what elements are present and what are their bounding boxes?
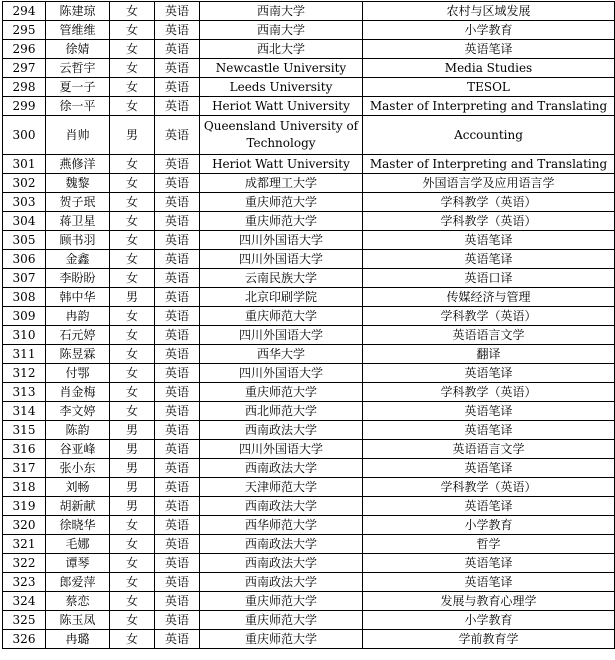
major-cell: 传媒经济与管理	[363, 288, 615, 307]
school-cell: 重庆师范大学	[200, 630, 363, 649]
school-cell: Queensland University of Technology	[200, 116, 363, 155]
gender-cell: 女	[110, 231, 155, 250]
table-row	[3, 116, 615, 155]
student-name-cell: 贺子珉	[46, 193, 110, 212]
major-cell: 英语笔译	[363, 573, 615, 592]
row-number-cell: 325	[3, 611, 46, 630]
language-cell: 英语	[155, 573, 200, 592]
row-number-cell: 317	[3, 459, 46, 478]
language-cell: 英语	[155, 326, 200, 345]
major-cell: 英语笔译	[363, 231, 615, 250]
gender-cell: 女	[110, 212, 155, 231]
row-number-cell: 321	[3, 535, 46, 554]
table-row	[3, 78, 615, 97]
table-row	[3, 478, 615, 497]
student-name-cell: 陈韵	[46, 421, 110, 440]
table-row	[3, 174, 615, 193]
student-name-cell: 陈建琼	[46, 2, 110, 21]
student-name-cell: 李文婷	[46, 402, 110, 421]
table-row	[3, 497, 615, 516]
major-cell: 英语笔译	[363, 402, 615, 421]
gender-cell: 男	[110, 288, 155, 307]
major-cell: Master of Interpreting and Translating	[363, 155, 615, 174]
school-cell: Newcastle University	[200, 59, 363, 78]
student-name-cell: 胡新献	[46, 497, 110, 516]
gender-cell: 男	[110, 459, 155, 478]
gender-cell: 女	[110, 269, 155, 288]
school-cell: 重庆师范大学	[200, 592, 363, 611]
gender-cell: 女	[110, 250, 155, 269]
language-cell: 英语	[155, 231, 200, 250]
language-cell: 英语	[155, 402, 200, 421]
school-cell: 云南民族大学	[200, 269, 363, 288]
major-cell: 发展与教育心理学	[363, 592, 615, 611]
language-cell: 英语	[155, 193, 200, 212]
row-number-cell: 315	[3, 421, 46, 440]
major-cell: 英语笔译	[363, 497, 615, 516]
student-name-cell: 陈昱霖	[46, 345, 110, 364]
major-cell: 英语笔译	[363, 554, 615, 573]
major-cell: 英语笔译	[363, 364, 615, 383]
major-cell: 学科教学（英语）	[363, 383, 615, 402]
school-cell: 西南政法大学	[200, 535, 363, 554]
language-cell: 英语	[155, 516, 200, 535]
language-cell: 英语	[155, 155, 200, 174]
school-cell: Leeds University	[200, 78, 363, 97]
table-row	[3, 155, 615, 174]
student-name-cell: 冉璐	[46, 630, 110, 649]
gender-cell: 女	[110, 402, 155, 421]
school-cell: 四川外国语大学	[200, 440, 363, 459]
row-number-cell: 322	[3, 554, 46, 573]
table-row	[3, 364, 615, 383]
gender-cell: 女	[110, 97, 155, 116]
major-cell: 外国语言学及应用语言学	[363, 174, 615, 193]
major-cell: Media Studies	[363, 59, 615, 78]
student-name-cell: 金鑫	[46, 250, 110, 269]
row-number-cell: 296	[3, 40, 46, 59]
student-name-cell: 毛娜	[46, 535, 110, 554]
student-name-cell: 蔡恋	[46, 592, 110, 611]
language-cell: 英语	[155, 307, 200, 326]
language-cell: 英语	[155, 497, 200, 516]
major-cell: 学前教育学	[363, 630, 615, 649]
table-row	[3, 535, 615, 554]
gender-cell: 女	[110, 535, 155, 554]
language-cell: 英语	[155, 459, 200, 478]
gender-cell: 女	[110, 592, 155, 611]
major-cell: Accounting	[363, 116, 615, 155]
language-cell: 英语	[155, 116, 200, 155]
language-cell: 英语	[155, 535, 200, 554]
gender-cell: 女	[110, 174, 155, 193]
major-cell: 英语笔译	[363, 40, 615, 59]
school-cell: Heriot Watt University	[200, 97, 363, 116]
major-cell: 学科教学（英语）	[363, 193, 615, 212]
table-row	[3, 611, 615, 630]
row-number-cell: 310	[3, 326, 46, 345]
gender-cell: 女	[110, 611, 155, 630]
major-cell: 小学教育	[363, 21, 615, 40]
gender-cell: 女	[110, 573, 155, 592]
row-number-cell: 312	[3, 364, 46, 383]
table-row	[3, 193, 615, 212]
row-number-cell: 320	[3, 516, 46, 535]
gender-cell: 女	[110, 630, 155, 649]
gender-cell: 女	[110, 383, 155, 402]
gender-cell: 女	[110, 193, 155, 212]
table-row	[3, 440, 615, 459]
school-cell: 西华师范大学	[200, 516, 363, 535]
major-cell: 学科教学（英语）	[363, 478, 615, 497]
school-cell: 西南政法大学	[200, 421, 363, 440]
gender-cell: 女	[110, 21, 155, 40]
gender-cell: 女	[110, 345, 155, 364]
table-row	[3, 554, 615, 573]
student-name-cell: 谷亚峰	[46, 440, 110, 459]
gender-cell: 女	[110, 516, 155, 535]
gender-cell: 男	[110, 421, 155, 440]
row-number-cell: 323	[3, 573, 46, 592]
table-row	[3, 40, 615, 59]
student-table	[2, 1, 615, 649]
gender-cell: 女	[110, 2, 155, 21]
table-row	[3, 269, 615, 288]
row-number-cell: 302	[3, 174, 46, 193]
table-row	[3, 307, 615, 326]
school-cell: 重庆师范大学	[200, 212, 363, 231]
language-cell: 英语	[155, 59, 200, 78]
major-cell: 小学教育	[363, 611, 615, 630]
student-name-cell: 韩中华	[46, 288, 110, 307]
row-number-cell: 298	[3, 78, 46, 97]
school-cell: 西南政法大学	[200, 497, 363, 516]
major-cell: 英语语言文学	[363, 326, 615, 345]
student-name-cell: 云哲宇	[46, 59, 110, 78]
gender-cell: 女	[110, 78, 155, 97]
gender-cell: 女	[110, 40, 155, 59]
student-name-cell: 蒋卫星	[46, 212, 110, 231]
language-cell: 英语	[155, 383, 200, 402]
gender-cell: 女	[110, 307, 155, 326]
row-number-cell: 314	[3, 402, 46, 421]
student-name-cell: 石元婷	[46, 326, 110, 345]
student-name-cell: 管维维	[46, 21, 110, 40]
major-cell: 英语笔译	[363, 421, 615, 440]
school-cell: 四川外国语大学	[200, 364, 363, 383]
table-row	[3, 250, 615, 269]
language-cell: 英语	[155, 2, 200, 21]
school-cell: 四川外国语大学	[200, 231, 363, 250]
row-number-cell: 313	[3, 383, 46, 402]
student-name-cell: 徐一平	[46, 97, 110, 116]
school-cell: 北京印刷学院	[200, 288, 363, 307]
table-row	[3, 516, 615, 535]
row-number-cell: 299	[3, 97, 46, 116]
gender-cell: 男	[110, 497, 155, 516]
school-cell: 重庆师范大学	[200, 193, 363, 212]
school-cell: 西南政法大学	[200, 459, 363, 478]
major-cell: 英语口译	[363, 269, 615, 288]
major-cell: 翻译	[363, 345, 615, 364]
row-number-cell: 326	[3, 630, 46, 649]
language-cell: 英语	[155, 611, 200, 630]
row-number-cell: 305	[3, 231, 46, 250]
student-name-cell: 陈玉凤	[46, 611, 110, 630]
language-cell: 英语	[155, 174, 200, 193]
language-cell: 英语	[155, 345, 200, 364]
school-cell: 西北师范大学	[200, 402, 363, 421]
language-cell: 英语	[155, 212, 200, 231]
table-row	[3, 2, 615, 21]
school-cell: 西南政法大学	[200, 573, 363, 592]
gender-cell: 女	[110, 554, 155, 573]
table-row	[3, 231, 615, 250]
language-cell: 英语	[155, 250, 200, 269]
school-cell: 西南政法大学	[200, 554, 363, 573]
row-number-cell: 295	[3, 21, 46, 40]
student-name-cell: 郎爱萍	[46, 573, 110, 592]
table-row	[3, 21, 615, 40]
student-name-cell: 徐晓华	[46, 516, 110, 535]
school-cell: 西南大学	[200, 21, 363, 40]
row-number-cell: 306	[3, 250, 46, 269]
student-name-cell: 顾书羽	[46, 231, 110, 250]
school-cell: 西北大学	[200, 40, 363, 59]
student-name-cell: 张小东	[46, 459, 110, 478]
student-name-cell: 付鄂	[46, 364, 110, 383]
row-number-cell: 304	[3, 212, 46, 231]
table-row	[3, 421, 615, 440]
student-name-cell: 刘畅	[46, 478, 110, 497]
gender-cell: 女	[110, 59, 155, 78]
table-row	[3, 212, 615, 231]
student-name-cell: 燕修洋	[46, 155, 110, 174]
school-cell: 西南大学	[200, 2, 363, 21]
major-cell: 小学教育	[363, 516, 615, 535]
school-cell: 西华大学	[200, 345, 363, 364]
table-row	[3, 326, 615, 345]
student-name-cell: 谭琴	[46, 554, 110, 573]
major-cell: 农村与区域发展	[363, 2, 615, 21]
language-cell: 英语	[155, 364, 200, 383]
gender-cell: 女	[110, 326, 155, 345]
student-name-cell: 肖金梅	[46, 383, 110, 402]
language-cell: 英语	[155, 630, 200, 649]
language-cell: 英语	[155, 592, 200, 611]
row-number-cell: 318	[3, 478, 46, 497]
student-name-cell: 夏一子	[46, 78, 110, 97]
table-row	[3, 573, 615, 592]
table-row	[3, 59, 615, 78]
student-name-cell: 肖帅	[46, 116, 110, 155]
row-number-cell: 324	[3, 592, 46, 611]
gender-cell: 女	[110, 155, 155, 174]
gender-cell: 男	[110, 478, 155, 497]
language-cell: 英语	[155, 421, 200, 440]
row-number-cell: 303	[3, 193, 46, 212]
major-cell: Master of Interpreting and Translating	[363, 97, 615, 116]
school-cell: 四川外国语大学	[200, 250, 363, 269]
table-row	[3, 97, 615, 116]
major-cell: 英语笔译	[363, 459, 615, 478]
language-cell: 英语	[155, 78, 200, 97]
table-row	[3, 402, 615, 421]
gender-cell: 女	[110, 364, 155, 383]
row-number-cell: 309	[3, 307, 46, 326]
row-number-cell: 319	[3, 497, 46, 516]
row-number-cell: 308	[3, 288, 46, 307]
school-cell: 天津师范大学	[200, 478, 363, 497]
language-cell: 英语	[155, 440, 200, 459]
school-cell: 重庆师范大学	[200, 383, 363, 402]
language-cell: 英语	[155, 478, 200, 497]
table-row	[3, 345, 615, 364]
language-cell: 英语	[155, 21, 200, 40]
table-row	[3, 592, 615, 611]
major-cell: TESOL	[363, 78, 615, 97]
school-cell: 重庆师范大学	[200, 611, 363, 630]
gender-cell: 男	[110, 440, 155, 459]
school-cell: 四川外国语大学	[200, 326, 363, 345]
table-row	[3, 383, 615, 402]
major-cell: 学科教学（英语）	[363, 307, 615, 326]
student-name-cell: 李盼盼	[46, 269, 110, 288]
language-cell: 英语	[155, 97, 200, 116]
student-name-cell: 冉韵	[46, 307, 110, 326]
table-row	[3, 630, 615, 649]
row-number-cell: 300	[3, 116, 46, 155]
gender-cell: 男	[110, 116, 155, 155]
row-number-cell: 297	[3, 59, 46, 78]
table-row	[3, 459, 615, 478]
language-cell: 英语	[155, 554, 200, 573]
table-row	[3, 288, 615, 307]
major-cell: 英语笔译	[363, 250, 615, 269]
language-cell: 英语	[155, 269, 200, 288]
language-cell: 英语	[155, 288, 200, 307]
row-number-cell: 316	[3, 440, 46, 459]
language-cell: 英语	[155, 40, 200, 59]
student-name-cell: 魏黎	[46, 174, 110, 193]
student-name-cell: 徐婧	[46, 40, 110, 59]
school-cell: 成都理工大学	[200, 174, 363, 193]
table-body	[3, 2, 615, 649]
school-cell: 重庆师范大学	[200, 307, 363, 326]
major-cell: 学科教学（英语）	[363, 212, 615, 231]
school-cell: Heriot Watt University	[200, 155, 363, 174]
row-number-cell: 311	[3, 345, 46, 364]
major-cell: 英语语言文学	[363, 440, 615, 459]
major-cell: 哲学	[363, 535, 615, 554]
row-number-cell: 307	[3, 269, 46, 288]
row-number-cell: 301	[3, 155, 46, 174]
row-number-cell: 294	[3, 2, 46, 21]
